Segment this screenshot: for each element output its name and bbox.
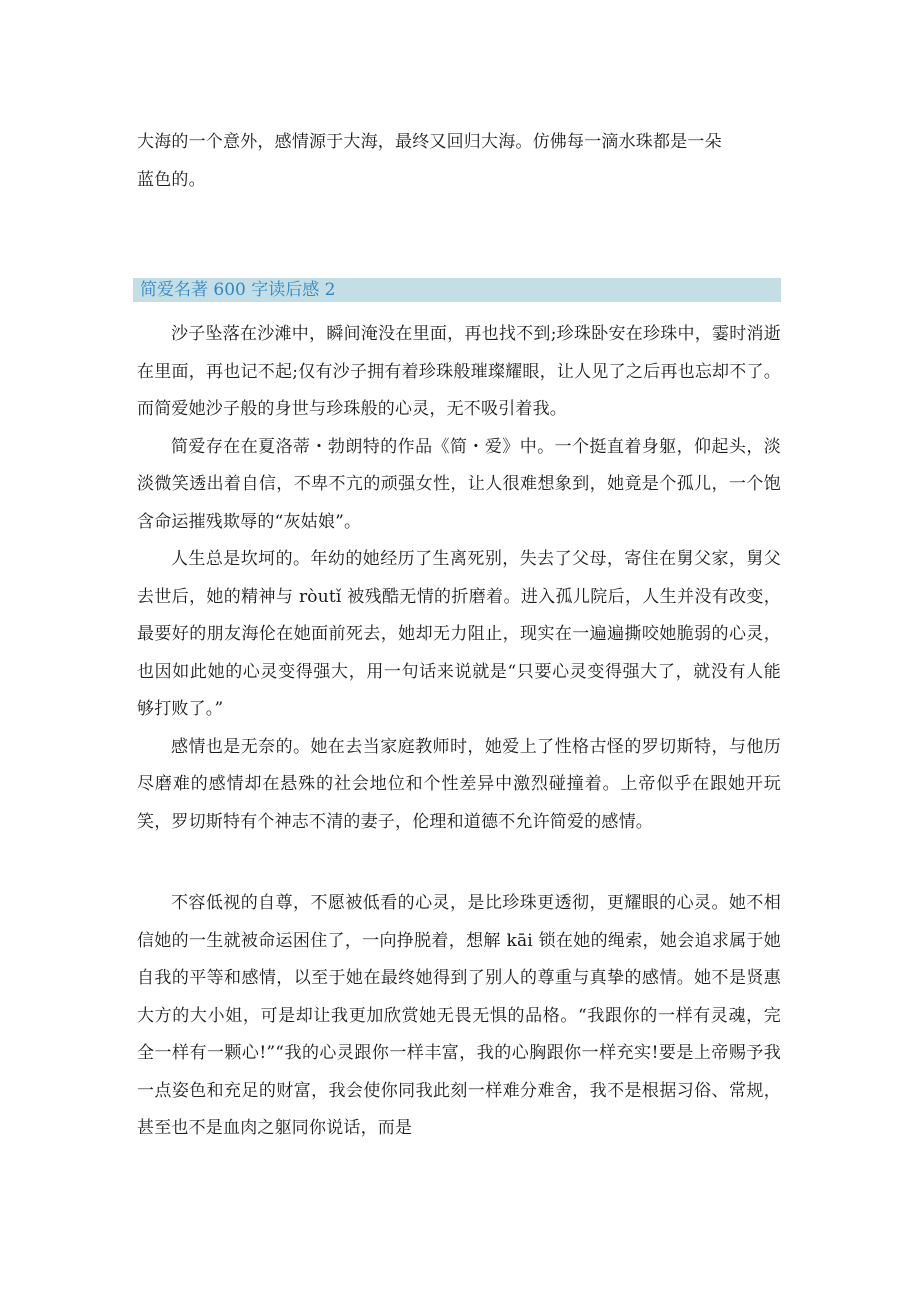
section-heading: 简爱名著 600 字读后感 2 (140, 280, 336, 300)
article-body-part-1 (137, 316, 781, 841)
paragraph-3: 人生总是坎坷的。年幼的她经历了生离死别，失去了父母，寄住在舅父家，舅父去世后，她的精神与 ròutǐ 被残酷无情的折磨着。进入孤儿院后，人生并没有改变，最要好的朋友海伦在她面前死去，她却无力阻止，现实在一遍遍撕咬她脆弱的心灵，也因如此她的心灵变得强大，用一句话来说就是“只要心灵变得强大了，就没有人能够打败了。” (137, 549, 781, 719)
paragraph-5: 不容低视的自尊，不愿被低看的心灵，是比珍珠更透彻，更耀眼的心灵。她不相信她的一生就被命运困住了，一向挣脱着，想解 kāi 锁在她的绳索，她会追求属于她自我的平等和感情，以至于她在最终她得到了别人的尊重与真挚的感情。她不是贤惠大方的大小姐，可是却让我更加欣赏她无畏无惧的品格。“我跟你的一样有灵魂，完全一样有一颗心!”“我的心灵跟你一样丰富，我的心胸跟你一样充实!要是上帝赐予我一点姿色和充足的财富，我会使你同我此刻一样难分难舍，我不是根据习俗、常规，甚至也不是血肉之躯同你说话，而是 (137, 893, 781, 1138)
intro-line-2: 蓝色的。 (137, 169, 206, 190)
paragraph-4: 感情也是无奈的。她在去当家庭教师时，她爱上了性格古怪的罗切斯特，与他历尽磨难的感情却在悬殊的社会地位和个性差异中激烈碰撞着。上帝似乎在跟她开玩笑，罗切斯特有个神志不清的妻子，伦理和道德不允许简爱的感情。 (137, 736, 781, 832)
paragraph-2: 简爱存在在夏洛蒂・勃朗特的作品《简・爱》中。一个挺直着身躯，仰起头，淡淡微笑透出着自信，不卑不亢的顽强女性，让人很难想象到，她竟是个孤儿，一个饱含命运摧残欺辱的“灰姑娘”。 (137, 436, 781, 532)
article-body-part-2 (137, 885, 781, 1148)
intro-line-1: 大海的一个意外，感情源于大海，最终又回归大海。仿佛每一滴水珠都是一朵 (137, 132, 722, 152)
paragraph-1: 沙子坠落在沙滩中，瞬间淹没在里面，再也找不到;珍珠卧安在珍珠中，霎时消逝在里面，再也记不起;仅有沙子拥有着珍珠般璀璨耀眼，让人见了之后再也忘却不了。而简爱她沙子般的身世与珍珠般的心灵，无不吸引着我。 (137, 324, 781, 419)
intro-paragraph (137, 124, 781, 199)
